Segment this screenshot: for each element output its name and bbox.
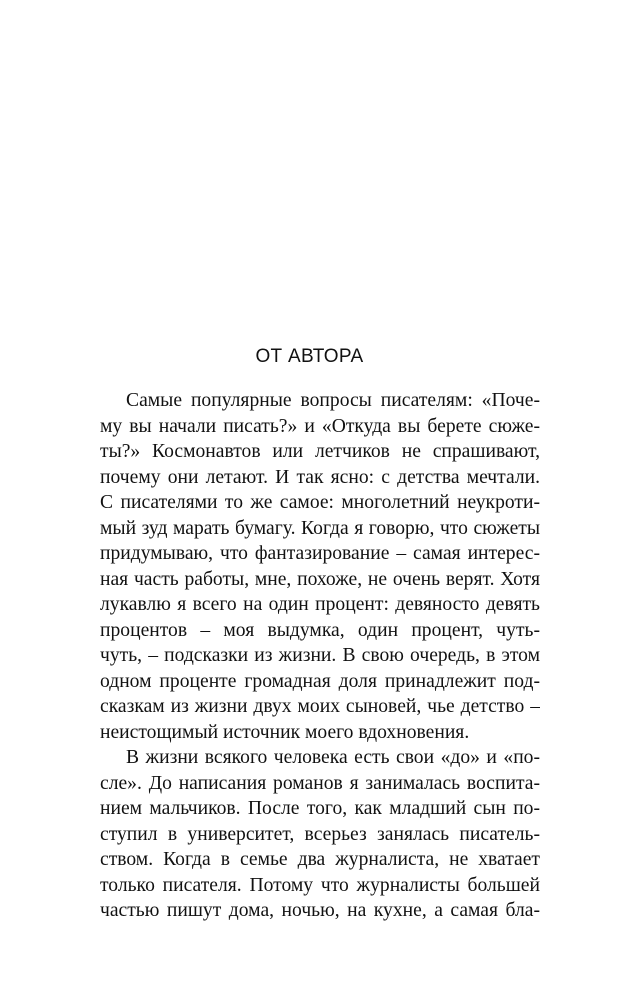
body-text: [100, 388, 540, 924]
chapter-heading: ОТ АВТОРА: [255, 346, 364, 367]
text-line: лукавлю я всего на один процент: девяносто девять: [100, 594, 540, 615]
text-line: только писателя. Потому что журналисты большей: [100, 874, 540, 896]
text-line: Самые популярные вопросы писателям: «Поче-: [126, 390, 540, 411]
text-line: частью пишут дома, ночью, на кухне, а самая бла-: [100, 900, 540, 921]
text-line: му вы начали писать?» и «Откуда вы берете сюже-: [100, 415, 540, 437]
text-line: сказкам из жизни двух моих сыновей, чье детство –: [100, 696, 540, 717]
text-line: одном проценте громадная доля принадлежит под-: [100, 670, 540, 692]
text-line: мый зуд марать бумагу. Когда я говорю, что сюжеты: [100, 517, 540, 539]
text-line: ты?» Космонавтов или летчиков не спрашивают,: [100, 441, 540, 462]
text-line: неистощимый источник моего вдохновения.: [100, 721, 470, 743]
text-line: сле». До написания романов я занималась воспита-: [100, 772, 540, 794]
text-line: ством. Когда в семье два журналиста, не хватает: [100, 849, 540, 870]
text-line: процентов – моя выдумка, один процент, чуть-: [100, 619, 540, 641]
text-line: нием мальчиков. После того, как младший сын по-: [100, 798, 540, 819]
text-line: чуть, – подсказки из жизни. В свою очередь, в этом: [100, 645, 540, 666]
text-line: ная часть работы, мне, похоже, не очень верят. Хотя: [100, 568, 540, 590]
text-line: В жизни всякого человека есть свои «до» и «по-: [126, 747, 540, 768]
paragraph-2: [100, 745, 540, 924]
paragraph-1: [100, 388, 540, 745]
text-line: С писателями то же самое: многолетний неукроти-: [100, 492, 540, 513]
text-line: ступил в университет, всерьез занялась писатель-: [100, 823, 540, 845]
text-line: придумываю, что фантазирование – самая интерес-: [100, 543, 540, 564]
text-line: почему они летают. И так ясно: с детства мечтали.: [100, 466, 540, 488]
